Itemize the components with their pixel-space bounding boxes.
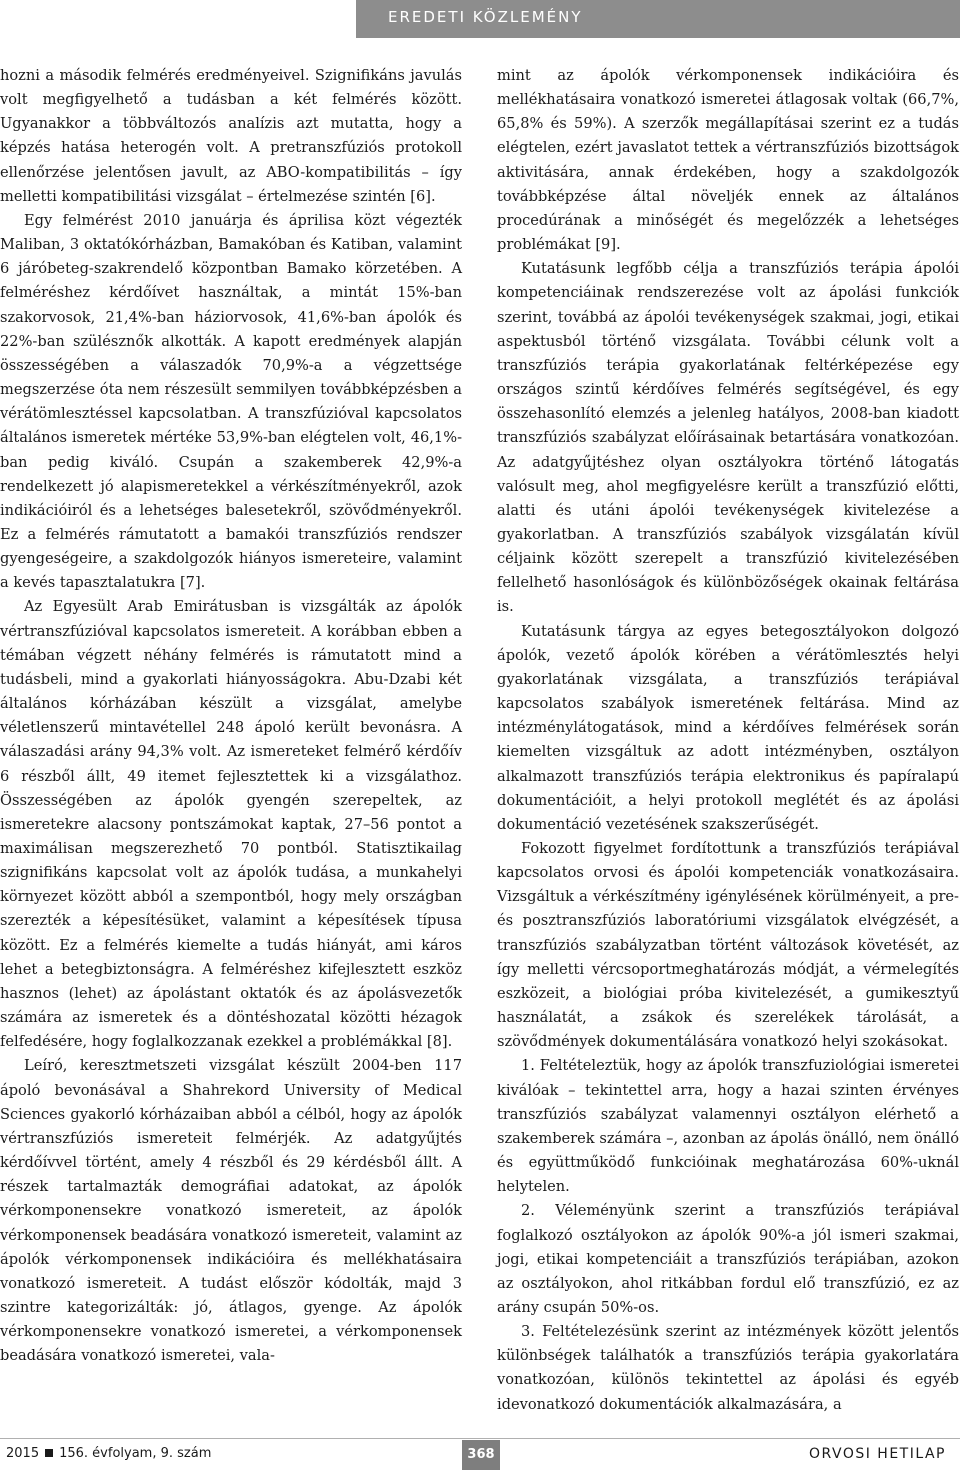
left-column [0,64,462,1368]
right-paragraph-2: Kutatásunk legfőbb célja a transzfúziós terápia ápolói kompetenciáinak rendszerezése volt az ápolási funkciók szerint, továbbá az ápolói tevékenységek szakmai, jogi, etikai aspektusból történő vizsgálata. További célunk volt a transzfúziós terápia gyakorlatának feltérképezése egy országos szintű kérdőíves felmérés segítségével, és egy összehasonlító elemzés a jelenleg hatályos, 2008-ban kiadott transzfúziós szabályzat előírásainak betartására vonatkozóan. Az adatgyűjtéshez olyan osztályokra történő látogatás valósult meg, ahol megfigyelésre került a transzfúzió előtti, alatti és utáni ápolói tevékenységek kivitelezése a gyakorlatban. A transzfúziós szabályok vizsgálatán kívül céljaink között szerepelt a transzfúzió kivitelezésében fellelhető hasonlóságok és különbözőségek okainak feltárása is. [497,260,959,616]
footer-year: 2015 [6,1446,40,1461]
left-paragraph-4: Leíró, keresztmetszeti vizsgálat készült 2004-ben 117 ápoló bevonásával a Shahrekord University of Medical Sciences gyakorló kórházaiban abból a célból, hogy az ápolók vértranszfúziós ismereteit felmérjék. Az adatgyűjtés kérdőívvel történt, amely 4 részből és 29 kérdésből állt. A részek tartalmazták demográfiai adatokat, az ápolók vérkomponensekre vonatkozó ismereteit, az ápolók vérkomponensek beadására vonatkozó ismereteit, valamint az ápolók vérkomponensek indikációira és mellékhatásaira vonatkozó ismereteit. A tudást először kódolták, majd 3 szintre kategorizálták: jó, átlagos, gyenge. Az ápolók vérkomponensekre vonatkozó ismeretei, a vérkomponensek beadására vonatkozó ismeretei, vala- [0,1057,462,1365]
journal-name: ORVOSI HETILAP [809,1446,946,1462]
footer-issue-info [6,1446,211,1461]
right-paragraph-5: 1. Feltételeztük, hogy az ápolók transzfuziológiai ismeretei kiválóak – tekintettel arra, hogy a hazai szinten érvényes transzfúziós szabályzat valamennyi osztályon elérhető a szakemberek számára –, azonban az ápolás önálló, nem önálló és együttműködő funkcióinak meghatározása 60%-uknál helytelen. [497,1057,959,1196]
right-paragraph-1: mint az ápolók vérkomponensek indikációira és mellékhatásaira vonatkozó ismeretei átlagosak voltak (66,7%, 65,8% és 59%). A szerzők megállapításai szerint ez a tudás elégtelen, ezért javaslatot tettek a vértranszfúziós bizottságok aktivitására, annak érdekében, hogy a szakdolgozók továbbképzése által növeljék ennek az általános procedúrának a minőségét és megelőzzék a lehetséges problémákat [9]. [497,67,959,254]
footer-divider [0,1438,960,1439]
page-footer [0,1436,960,1470]
square-bullet-icon [45,1449,53,1457]
section-label: EREDETI KÖZLEMÉNY [388,8,583,26]
right-paragraph-7: 3. Feltételezésünk szerint az intézmények között jelentős különbségek találhatók a transzfúziós terápia gyakorlatára vonatkozóan, különös tekintettel az ápolási és egyéb idevonatkozó dokumentációk alkalmazására, a [497,1323,959,1413]
right-column [497,64,959,1417]
left-paragraph-1: hozni a második felmérés eredményeivel. Szignifikáns javulás volt megfigyelhető a tudásban a két felmérés között. Ugyanakkor a többváltozós analízis azt mutatta, hogy a képzés hatása heterogén volt. A pretranszfúziós protokoll ellenőrzése jelentősen javult, az ABO-kompatibilitás – így melletti kompatibilitási vizsgálat – értelmezése szintén [6]. [0,67,462,205]
footer-volume: 156. évfolyam, 9. szám [59,1446,212,1461]
right-paragraph-3: Kutatásunk tárgya az egyes betegosztályokon dolgozó ápolók, vezető ápolók körében a vérátömlesztés helyi gyakorlatának vizsgálata, a transzfúziós terápiával kapcsolatos szabályok ismeretének feltárása. Mind az intézménylátogatások, mind a kérdőíves felmérések során kiemelten vizsgáltuk az adott intézményben, osztályon alkalmazott transzfúziós terápia elektronikus és papíralapú dokumentációit, a helyi protokoll meglétét és az ápolási dokumentáció vezetésének szakszerűségét. [497,622,959,833]
page-number: 368 [462,1440,500,1470]
right-paragraph-4: Fokozott figyelmet fordítottunk a transzfúziós terápiával kapcsolatos orvosi és ápolói kompetenciák vonatkozásaira. Vizsgáltuk a vérkészítmény igénylésének körülményeit, a pre- és posztranszfúziós laboratóriumi vizsgálatok elvégzését, a transzfúziós szabályzatban történt változások követését, az így melletti vércsoportmeghatározás módját, a vérmelegítés eszközeit, a biológiai próba kivitelezését, a gumikesztyű használatát, a zsákok és szerelékek tárolását, a szövődmények dokumentálására vonatkozó helyi szokásokat. [497,840,959,1051]
right-paragraph-6: 2. Véleményünk szerint a transzfúziós terápiával foglalkozó osztályokon az ápolók 90%-a jól ismeri szakmai, jogi, etikai kompetenciáit a transzfúziós terápiában, azokon az osztályokon, ahol ritkábban fordul elő transzfúzió, ez az arány csupán 50%-os. [497,1202,959,1316]
left-paragraph-3: Az Egyesült Arab Emirátusban is vizsgálták az ápolók vértranszfúzióval kapcsolatos ismereteit. A korábban ebben a témában végzett néhány felmérés is rámutatott mind a tudásbeli, mind a gyakorlati hiányosságokra. Abu-Dzabi két általános kórházában készült a vizsgálat, amelybe véletlenszerű mintavétellel 248 ápoló került bevonásra. A válaszadási arány 94,3% volt. Az ismereteket felmérő kérdőív 6 részből állt, 49 itemet fejlesztettek ki a vizsgálathoz. Összességében az ápolók gyengén szerepeltek, az ismeretekre alacsony pontszámokat kaptak, 27–56 pontot a maximálisan megszerezhető 70 pontból. Statisztikailag szignifikáns kapcsolat volt az ápolók tudása, a munkahelyi környezet között abból a szempontból, hogy mely országban szerezték a képesítésüket, valamint a képesítések típusa között. Ez a felmérés kiemelte a tudás hiányát, ami káros lehet a betegbiztonságra. A felméréshez kifejlesztett eszköz hasznos (lehet) az ápolástant oktatók és az ápolásvezetők számára az ismeretek és a döntéshozatal közötti hézagok felfedésére, hogy foglalkozzanak ezekkel a problémákkal [8]. [0,598,462,1051]
header-bar [356,0,960,38]
left-paragraph-2: Egy felmérést 2010 januárja és áprilisa közt végezték Maliban, 3 oktatókórházban, Bamakóban és Katiban, valamint 6 járóbeteg-szakrendelő központban Bamako körzetében. A felméréshez kérdőívet használtak, a mintát 15%-ban szakorvosok, 21,4%-ban háziorvosok, 41,6%-ban ápolók és 22%-ban szülésznők alkották. A kapott eredmények alapján összességében a válaszadók 70,9%-a a végzettsége megszerzése óta nem részesült semmilyen továbbképzésben a vérátömlesztéssel kapcsolatban. A transzfúzióval kapcsolatos általános ismeretek mértéke 53,9%-ban elégtelen volt, 46,1%-ban pedig kiváló. Csupán a szakemberek 42,9%-a rendelkezett jó alapismeretekkel a vérkészítményekről, azok indikációiról és a lehetséges balesetekről, szövődményekről. Ez a felmérés rámutatott a bamakói transzfúziós rendszer gyengeségeire, a szakdolgozók hiányos ismereteire, valamint a kevés tapasztalatukra [7]. [0,211,462,592]
